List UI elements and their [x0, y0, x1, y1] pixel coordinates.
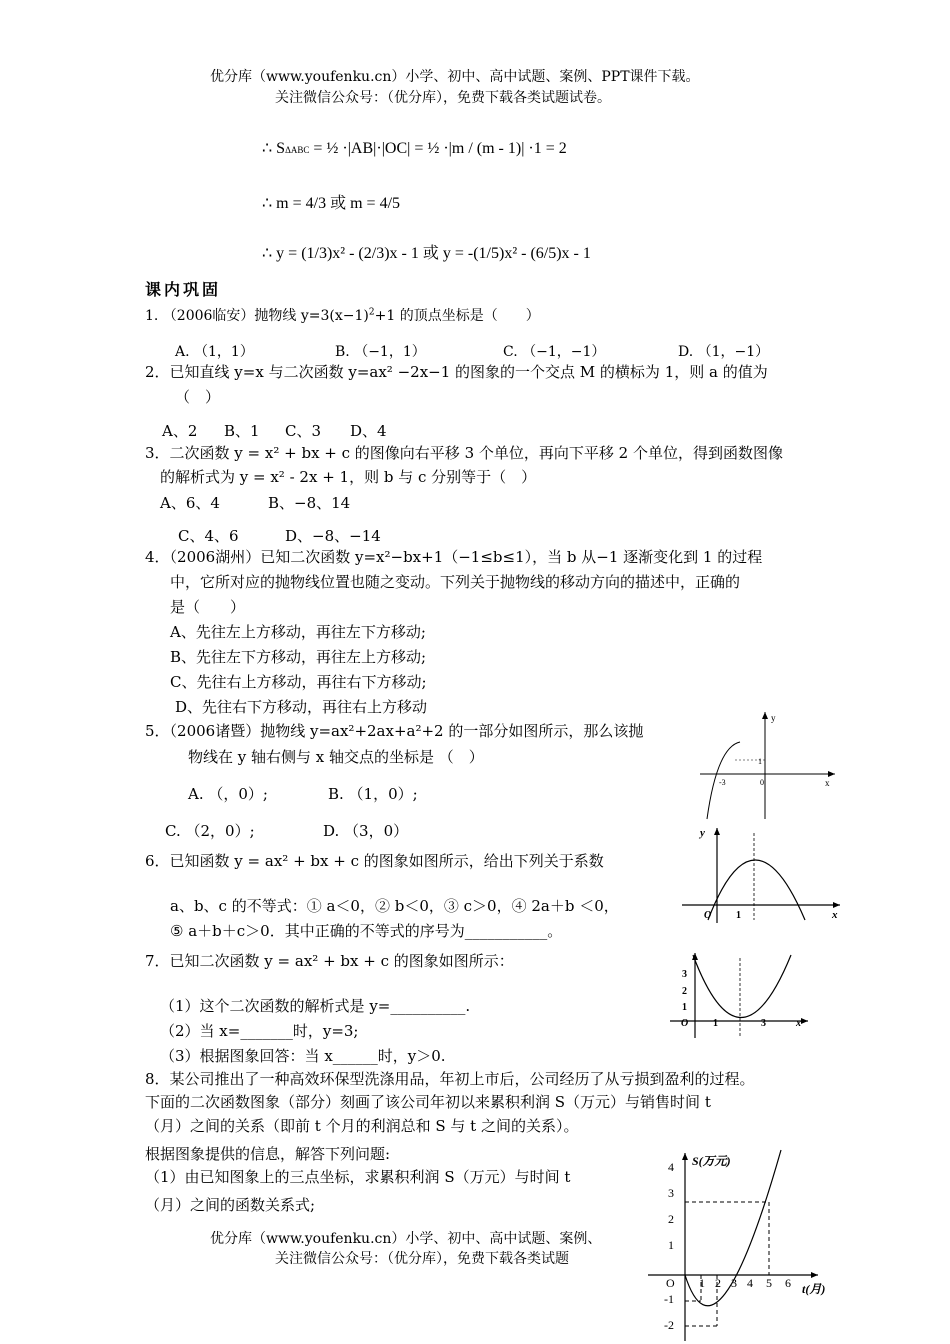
q5-origin: 0	[760, 778, 764, 787]
q8-y-arrow	[682, 1153, 688, 1160]
q8-xtick-6: 6	[785, 1276, 791, 1290]
q8-xtick-1: 1	[699, 1276, 705, 1290]
solution-line-1-body: = ½ ·|AB|·|OC| = ½ ·|m / (m - 1)| ·1 = 2	[313, 140, 567, 157]
q8-line-2: 下面的二次函数图象（部分）刻画了该公司年初以来累积利润 S（万元）与销售时间 t	[145, 1093, 711, 1111]
q6-line-2: a、b、c 的不等式：① a＜0，② b＜0，③ c＞0，④ 2a＋b ＜0，	[170, 897, 619, 915]
q5-x-arrow	[828, 771, 835, 777]
q6-line-3: ⑤ a＋b＋c＞0．其中正确的不等式的序号为___________。	[170, 922, 563, 940]
q5-option-b: B. （1，0）;	[328, 785, 418, 803]
q8-ytick-2: 2	[668, 1212, 674, 1226]
q7-ytick-3: 3	[682, 969, 687, 980]
q2-paren: （ ）	[175, 388, 221, 406]
q1-stem-text: 1. （2006临安）抛物线 y=3(x−1)	[145, 308, 369, 324]
q5-y-label: y	[771, 713, 776, 723]
q7-xtick-1: 1	[713, 1018, 718, 1029]
q8-origin: O	[666, 1276, 675, 1290]
q8-line-4: 根据图象提供的信息，解答下列问题:	[145, 1145, 391, 1163]
q2-option-a: A、2	[162, 422, 198, 440]
q8-line-3: （月）之间的关系（即前 t 个月的利润总和 S 与 t 之间的关系）。	[145, 1117, 579, 1135]
q7-x-label: x	[796, 1018, 801, 1029]
q7-graph	[668, 950, 813, 1040]
q4-option-b: B、先往左下方移动，再往左上方移动;	[170, 648, 427, 666]
solution-line-1	[262, 138, 567, 158]
q8-x-arrow	[811, 1272, 818, 1278]
q8-ytick-4: 4	[668, 1160, 674, 1174]
q7-xtick-3: 3	[761, 1018, 766, 1029]
q5-option-c: C. （2，0）;	[165, 822, 255, 840]
q8-line-5: （1）由已知图象上的三点坐标，求累积利润 S（万元）与时间 t	[145, 1168, 571, 1186]
q5-y-arrow	[762, 712, 768, 719]
q4-line-3: 是（ ）	[170, 598, 246, 616]
q6-x-label: x	[832, 909, 838, 921]
solution-line-1-sub: ΔABC	[285, 145, 310, 155]
q3-option-a: A、6、4	[160, 494, 220, 512]
q5-line-2: 物线在 y 轴右侧与 x 轴交点的坐标是 （ ）	[188, 748, 484, 766]
q6-tick-1: 1	[736, 910, 741, 921]
q4-option-d: D、先往右下方移动，再往右上方移动	[175, 698, 428, 716]
q7-x-arrow	[801, 1018, 808, 1024]
q1-option-b: B. （−1，1）	[335, 344, 426, 360]
q6-x-arrow	[833, 902, 840, 908]
q3-line-1: 3．二次函数 y = x² + bx + c 的图像向右平移 3 个单位，再向下平移 2 个单位，得到函数图像	[145, 444, 783, 462]
solution-line-3: ∴ y = (1/3)x² - (2/3)x - 1 或 y = -(1/5)x² - (6/5)x - 1	[262, 245, 591, 262]
q4-option-a: A、先往左上方移动，再往左下方移动;	[170, 623, 426, 641]
footer-line-2: 关注微信公众号：（优分库），免费下载各类试题	[275, 1251, 569, 1267]
q8-xtick-4: 4	[747, 1276, 753, 1290]
q5-line-1: 5．（2006诸暨）抛物线 y=ax²+2ax+a²+2 的一部分如图所示，那么该抛	[145, 722, 644, 740]
q5-tick-neg3: -3	[719, 778, 726, 787]
q7-origin: O	[681, 1018, 689, 1029]
solution-line-2: ∴ m = 4/3 或 m = 4/5	[262, 195, 401, 212]
q7-line-1: 7．已知二次函数 y = ax² + bx + c 的图象如图所示：	[145, 952, 514, 970]
q8-x-label: t(月)	[802, 1282, 826, 1296]
section-title: 课内巩固	[145, 280, 222, 299]
q6-y-arrow	[714, 828, 720, 835]
q8-xtick-5: 5	[766, 1276, 772, 1290]
q4-option-c: C、先往右上方移动，再往右下方移动;	[170, 673, 427, 691]
q8-ytick-neg1: -1	[664, 1292, 674, 1306]
q3-line-2: 的解析式为 y = x² - 2x + 1，则 b 与 c 分别等于（ ）	[160, 468, 537, 486]
q2-option-d: D、4	[350, 422, 387, 440]
q8-ytick-neg2: -2	[664, 1318, 674, 1332]
q7-part-2: （2）当 x=_______时，y=3;	[160, 1022, 359, 1040]
q8-line-6: （月）之间的函数关系式;	[145, 1196, 316, 1214]
q5-option-d: D. （3，0）	[323, 822, 409, 840]
q1-option-a: A. （1，1）	[175, 344, 254, 360]
q2-option-b: B、1	[224, 422, 260, 440]
q8-line-1: 8．某公司推出了一种高效环保型洗涤用品，年初上市后，公司经历了从亏损到盈利的过程。	[145, 1070, 755, 1088]
q6-y-label: y	[700, 827, 705, 839]
q7-ytick-2: 2	[682, 986, 687, 997]
q1-option-c: C. （−1，−1）	[503, 344, 606, 360]
solution-line-1-prefix: ∴ S	[262, 140, 286, 157]
q3-option-c: C、4、6	[178, 527, 239, 545]
q1-option-d: D. （1，−1）	[678, 344, 770, 360]
header-line-2: 关注微信公众号：（优分库），免费下载各类试题试卷。	[275, 90, 611, 106]
q6-graph	[680, 825, 845, 925]
q7-part-3: （3）根据图象回答：当 x______时，y＞0.	[160, 1047, 446, 1065]
q7-ytick-1: 1	[682, 1002, 687, 1013]
q3-option-b: B、−8、14	[268, 494, 351, 512]
q8-ytick-3: 3	[668, 1186, 674, 1200]
q6-line-1: 6．已知函数 y = ax² + bx + c 的图象如图所示，给出下列关于系数	[145, 852, 604, 870]
q5-tick-1: 1	[758, 757, 762, 766]
q8-xtick-2: 2	[715, 1276, 721, 1290]
q5-option-a: A. （，0）;	[188, 785, 268, 803]
q8-xtick-3: 3	[731, 1276, 737, 1290]
q1-sup: 2	[368, 307, 375, 318]
q8-graph	[640, 1145, 850, 1344]
q4-line-1: 4．（2006湖州）已知二次函数 y=x²−bx+1（−1≤b≤1），当 b 从−1 逐渐变化到 1 的过程	[145, 548, 763, 566]
q1-stem	[145, 305, 540, 325]
q2-option-c: C、3	[285, 422, 322, 440]
q7-part-1: （1）这个二次函数的解析式是 y=__________.	[160, 997, 471, 1015]
q6-curve	[708, 860, 805, 920]
q7-curve	[693, 955, 791, 1018]
q8-ytick-1: 1	[668, 1238, 674, 1252]
q1-tail: +1 的顶点坐标是（ ）	[374, 308, 540, 324]
q5-graph	[695, 707, 840, 822]
q2-stem: 2．已知直线 y=x 与二次函数 y=ax² −2x−1 的图象的一个交点 M 的横标为 1，则 a 的值为	[145, 363, 768, 381]
q3-option-d: D、−8、−14	[285, 527, 381, 545]
q4-line-2: 中，它所对应的抛物线位置也随之变动。下列关于抛物线的移动方向的描述中，正确的	[170, 573, 741, 591]
q8-y-label: S(万元)	[692, 1154, 731, 1168]
header-line-1: 优分库（www.youfenku.cn）小学、初中、高中试题、案例、PPT课件下载。	[210, 69, 700, 85]
footer-line-1: 优分库（www.youfenku.cn）小学、初中、高中试题、案例、	[210, 1231, 602, 1247]
q6-origin: O	[704, 910, 712, 921]
q5-x-label: x	[825, 778, 830, 788]
